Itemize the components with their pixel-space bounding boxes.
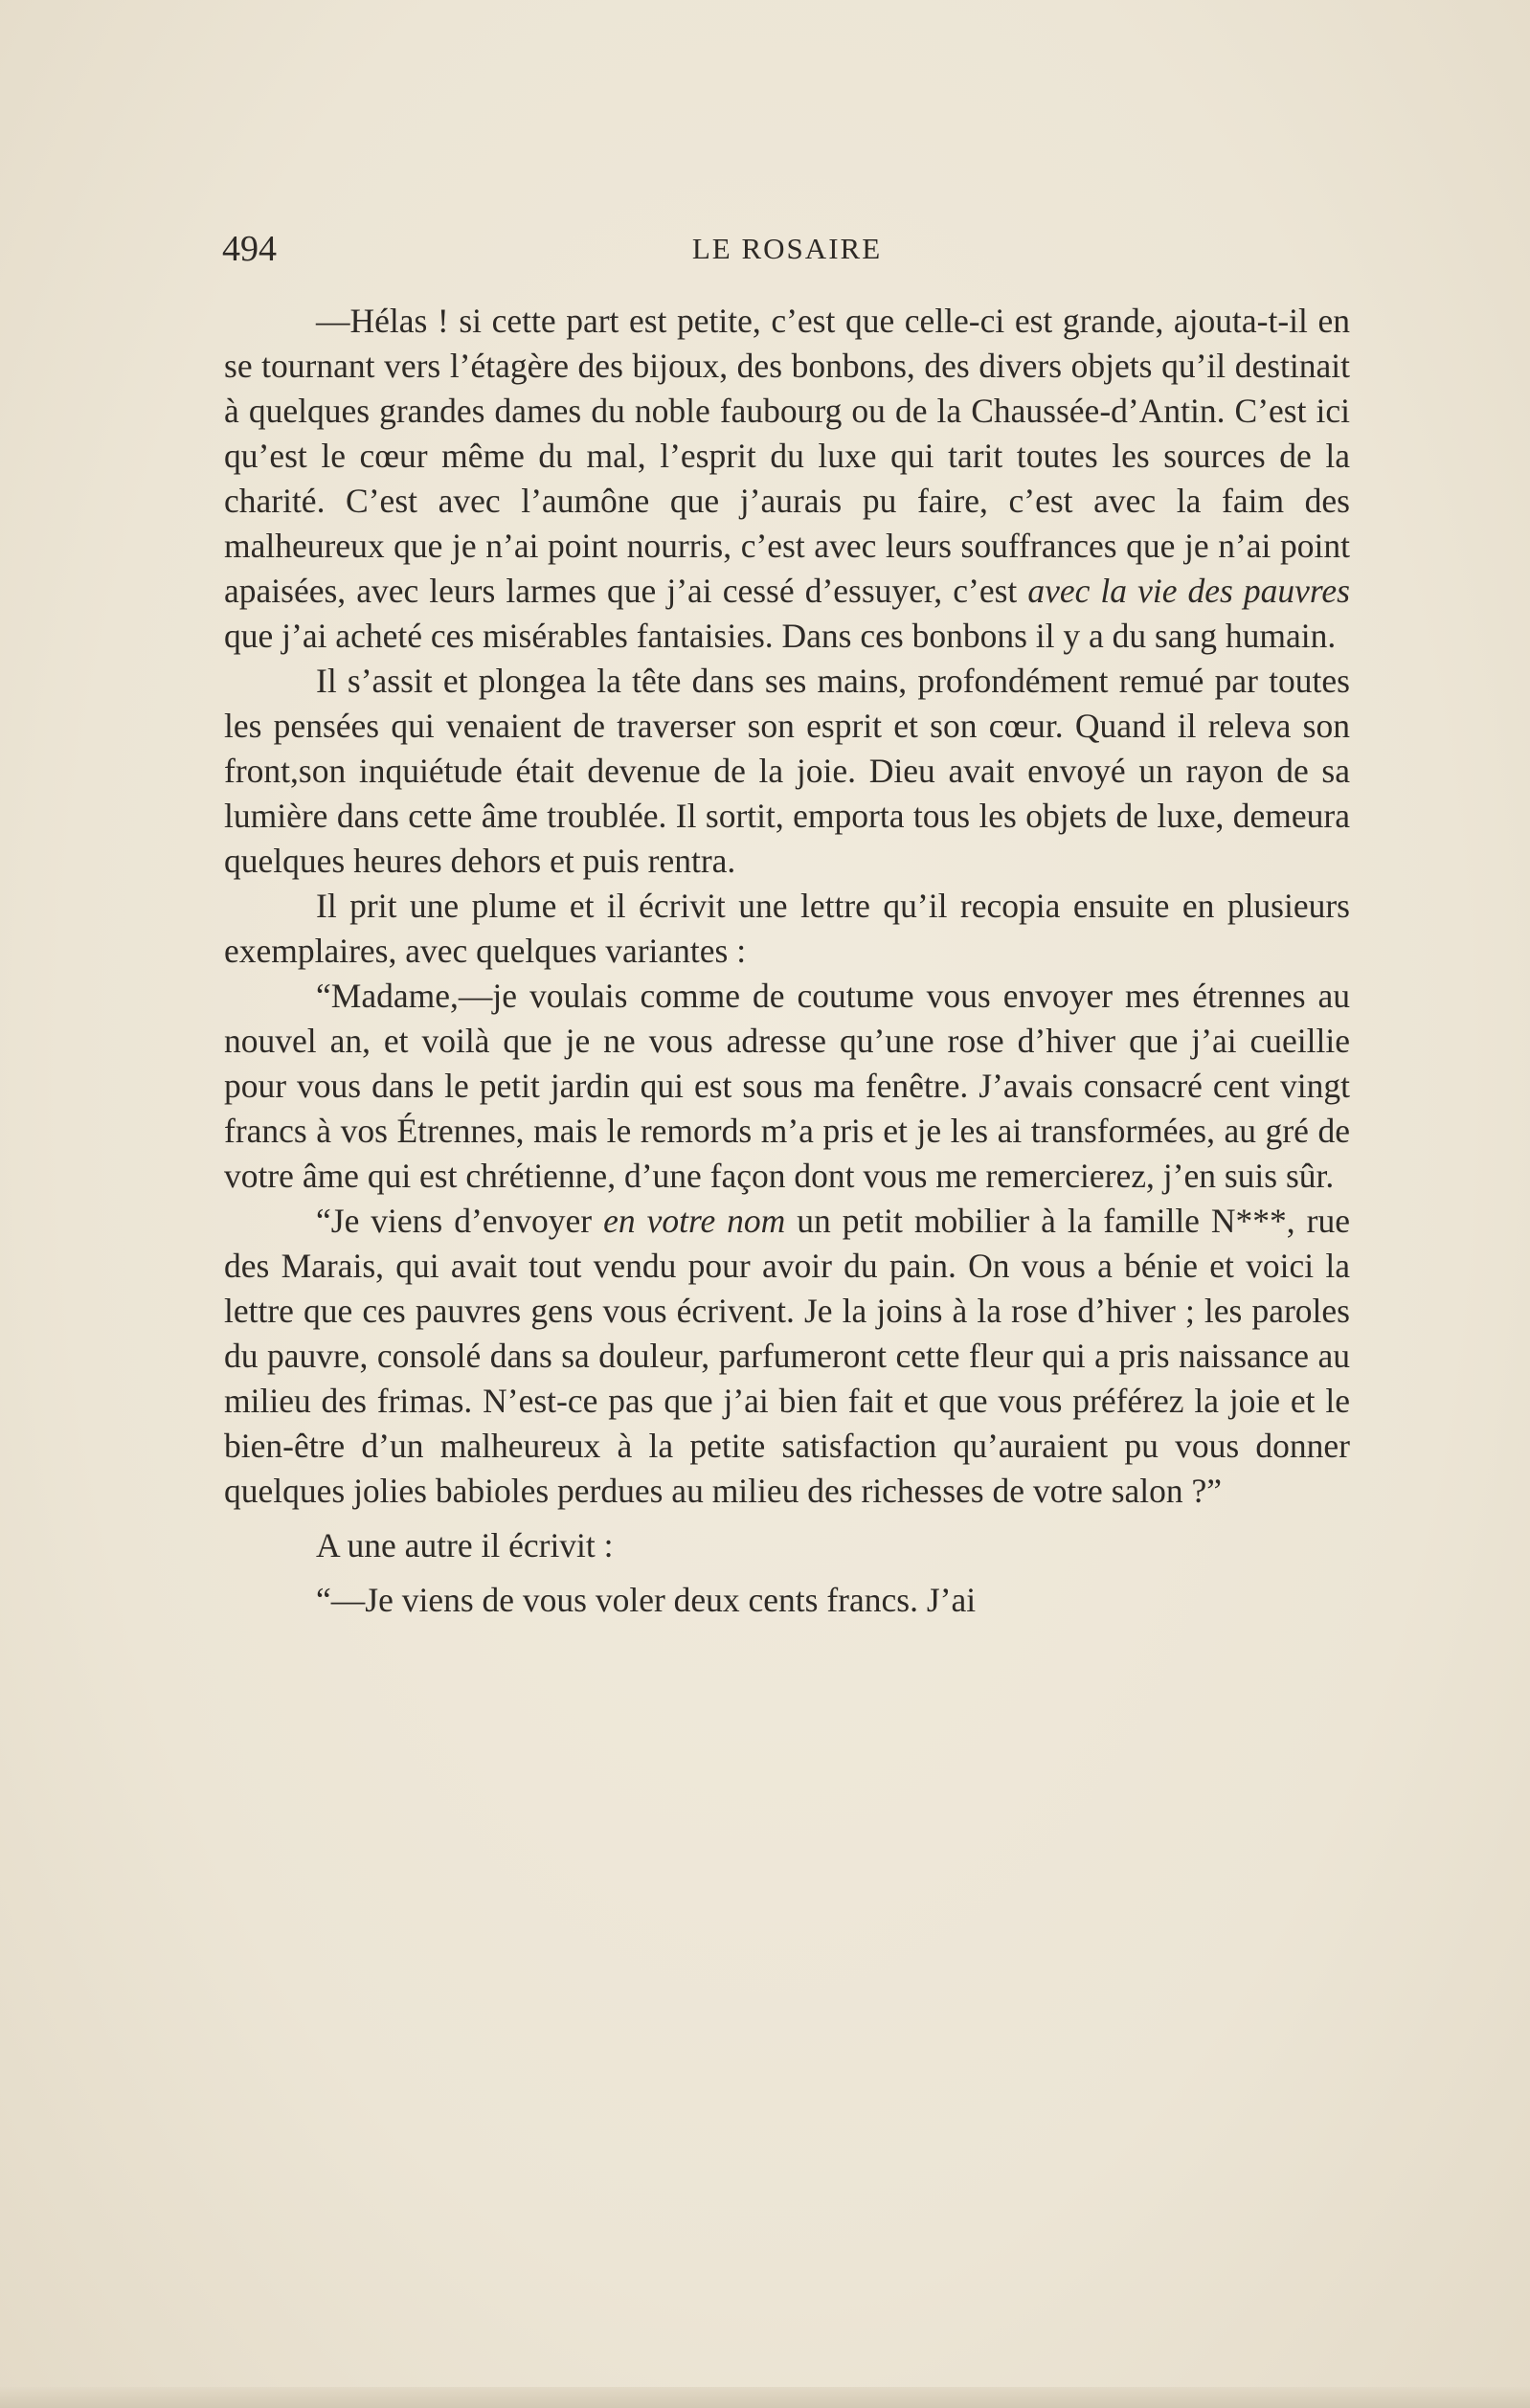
page-number: 494 — [222, 229, 277, 269]
paragraph: Il prit une plume et il écrivit une lettre qu’il recopia ensuite en plusieurs exemplaires, avec quelques variantes : — [224, 887, 1350, 970]
paragraph: —Hélas ! si cette part est petite, c’est que celle-ci est grande, ajouta-t-il en se tournant vers l’étagère des bijoux, des bonbons, des divers objets qu’il destinait à quelques grandes dames du noble faubourg ou de la Chaussée-d’Antin. C’est ici qu’est le cœur même du mal, l’esprit du luxe qui tarit toutes les sources de la charité. C’est avec l’aumône que j’aurais pu faire, c’est avec la faim des malheureux que je n’ai point nourris, c’est avec leurs souffrances que je n’ai point apaisées, avec leurs larmes que j’ai cessé d’essuyer, c’est avec la vie des pauvres que j’ai acheté ces misérables fantaisies. Dans ces bonbons il y a du sang humain. — [224, 302, 1350, 655]
running-title: LE ROSAIRE — [691, 232, 883, 265]
letter-paragraph: “Madame,—je voulais comme de coutume vous envoyer mes étrennes au nouvel an, et voilà que je ne vous adresse qu’une rose d’hiver que j’ai cueillie pour vous dans le petit jardin qui est sous ma fenêtre. J’avais consacré cent vingt francs à vos Étrennes, mais le remords m’a pris et je les ai transformées, au gré de votre âme qui est chrétienne, d’une façon dont vous me remercierez, j’en suis sûr. — [224, 977, 1350, 1195]
letter-paragraph: “—Je viens de vous voler deux cents francs. J’ai — [316, 1581, 977, 1619]
letter-paragraph: “Je viens d’envoyer en votre nom un petit mobilier à la famille N***, rue des Marais, qui avait tout vendu pour avoir du pain. On vous a bénie et voici la lettre que ces pauvres gens vous écrivent. Je la joins à la rose d’hiver ; les paroles du pauvre, consolé dans sa douleur, parfumeront cette fleur qui a pris naissance au milieu des frimas. N’est-ce pas que j’ai bien fait et que vous préférez la joie et le bien-être d’un malheureux à la petite satisfaction qu’auraient pu vous donner quelques jolies babioles perdues au milieu des richesses de votre salon ?” — [224, 1202, 1350, 1510]
italic-phrase: avec la vie des pauvres — [1027, 572, 1350, 610]
body-text — [224, 299, 1350, 1623]
paragraph: A une autre il écrivit : — [316, 1526, 614, 1564]
page-header — [222, 228, 1352, 276]
paragraph: Il s’assit et plongea la tête dans ses mains, profondément remué par toutes les pensées qui venaient de traverser son esprit et son cœur. Quand il releva son front,son inquiétude était devenue de la joie. Dieu avait envoyé un rayon de sa lumière dans cette âme troublée. Il sortit, emporta tous les objets de luxe, demeura quelques heures dehors et puis rentra. — [224, 662, 1350, 880]
page-bottom-edge — [0, 2387, 1530, 2408]
italic-phrase: en votre nom — [603, 1202, 786, 1240]
